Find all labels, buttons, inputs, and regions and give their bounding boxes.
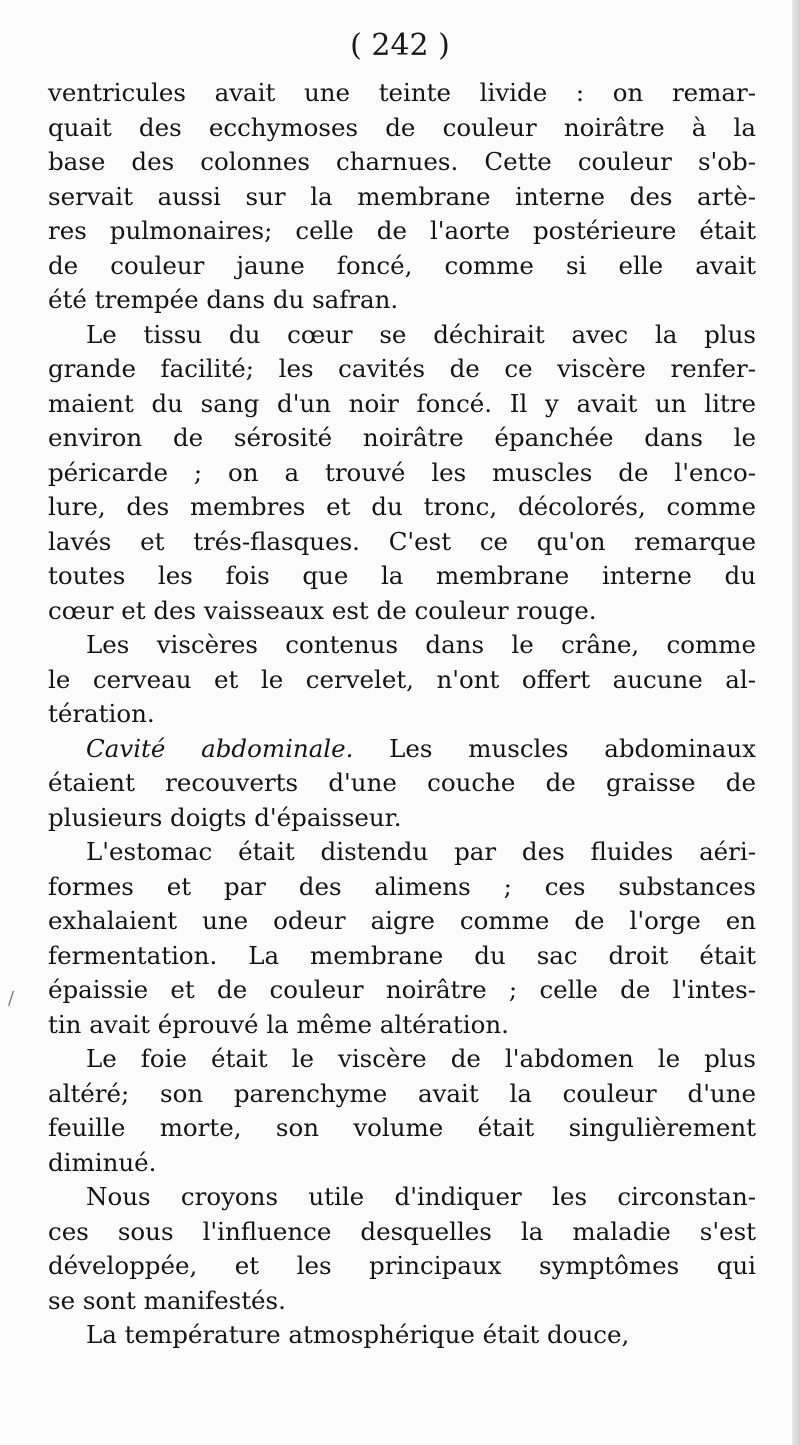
line-text: été trempée dans du safran.	[48, 285, 399, 314]
text-line	[48, 490, 756, 525]
line-text: base des colonnes charnues. Cette couleur s'ob-	[48, 147, 756, 176]
section-heading: Cavité abdominale.	[86, 733, 354, 763]
line-text: exhalaient une odeur aigre comme de l'orge en	[48, 906, 756, 935]
text-line	[48, 697, 756, 732]
line-text: plusieurs doigts d'épaisseur.	[48, 802, 402, 832]
text-line	[48, 525, 756, 560]
text-line	[48, 214, 756, 249]
line-text: servait aussi sur la membrane interne des artè-	[48, 181, 756, 211]
line-text: grande facilité; les cavités de ce viscère renfer-	[48, 354, 756, 383]
line-text: de couleur jaune foncé, comme si elle avait	[48, 250, 756, 280]
text-line	[48, 1077, 756, 1112]
line-text: ces sous l'influence desquelles la maladie s'est	[48, 1216, 756, 1246]
line-text: feuille morte, son volume était singulièrement	[48, 1113, 756, 1142]
line-text: se sont manifestés.	[48, 1285, 286, 1315]
line-text: L'estomac était distendu par des fluides aéri-	[86, 837, 756, 866]
page-edge	[792, 0, 800, 1445]
line-text: maient du sang d'un noir foncé. Il y avait un litre	[48, 388, 756, 418]
page-number: ( 242 )	[350, 28, 450, 63]
line-text: diminué.	[48, 1147, 157, 1177]
line-text: Les muscles abdominaux	[353, 733, 756, 763]
text-body	[48, 76, 756, 1353]
text-line	[48, 870, 756, 905]
line-text: Les viscères contenus dans le crâne, comme	[86, 630, 756, 659]
text-line	[48, 283, 756, 318]
line-text: quait des ecchymoses de couleur noirâtre à la	[48, 112, 756, 142]
text-line	[48, 559, 756, 594]
text-line	[48, 1008, 756, 1043]
line-text: lavés et trés-flasques. C'est ce qu'on remarque	[48, 526, 756, 556]
line-text: fermentation. La membrane du sac droit était	[48, 940, 756, 970]
text-line	[48, 973, 756, 1008]
text-line	[48, 1111, 756, 1146]
line-text: lure, des membres et du tronc, décolorés, comme	[48, 492, 756, 521]
line-text: formes et par des alimens ; ces substances	[48, 871, 756, 901]
line-text: cœur et des vaisseaux est de couleur rouge.	[48, 595, 597, 625]
text-line	[48, 835, 756, 870]
text-line	[48, 1284, 756, 1319]
text-line	[48, 1180, 756, 1215]
text-line	[48, 939, 756, 974]
text-line	[48, 352, 756, 387]
text-line	[48, 111, 756, 146]
text-line	[48, 145, 756, 180]
text-line	[48, 732, 756, 767]
text-line	[48, 318, 756, 353]
text-line	[48, 663, 756, 698]
line-text: Le foie était le viscère de l'abdomen le plus	[86, 1044, 756, 1073]
line-text: tin avait éprouvé la même altération.	[48, 1009, 509, 1039]
text-line	[48, 766, 756, 801]
text-line	[48, 249, 756, 284]
line-text: le cerveau et le cervelet, n'ont offert aucune al-	[48, 664, 756, 694]
line-text: toutes les fois que la membrane interne du	[48, 561, 756, 590]
line-text: altéré; son parenchyme avait la couleur d'une	[48, 1078, 756, 1108]
line-text: Nous croyons utile d'indiquer les circonstan-	[86, 1182, 756, 1211]
text-line	[48, 387, 756, 422]
text-line	[48, 180, 756, 215]
text-line	[48, 456, 756, 491]
line-text: res pulmonaires; celle de l'aorte postérieure était	[48, 216, 756, 245]
text-line	[48, 421, 756, 456]
line-text: ventricules avait une teinte livide : on remar-	[48, 78, 756, 107]
text-line	[48, 76, 756, 111]
text-line	[48, 594, 756, 629]
text-line	[48, 1215, 756, 1250]
text-line	[48, 1318, 756, 1353]
line-text: épaissie et de couleur noirâtre ; celle de l'intes-	[48, 975, 756, 1004]
line-text: Le tissu du cœur se déchirait avec la plus	[86, 319, 756, 349]
line-text: environ de sérosité noirâtre épanchée dans le	[48, 423, 756, 452]
line-text: étaient recouverts d'une couche de graisse de	[48, 768, 756, 797]
text-line	[48, 801, 756, 836]
text-line	[48, 904, 756, 939]
line-text: tération.	[48, 699, 155, 728]
text-line	[48, 628, 756, 663]
margin-mark: /	[8, 988, 15, 1009]
line-text: péricarde ; on a trouvé les muscles de l'enco-	[48, 457, 756, 487]
text-line	[48, 1249, 756, 1284]
line-text: La température atmosphérique était douce,	[86, 1320, 630, 1349]
text-line	[48, 1042, 756, 1077]
line-text: développée, et les principaux symptômes qui	[48, 1251, 756, 1280]
text-line	[48, 1146, 756, 1181]
